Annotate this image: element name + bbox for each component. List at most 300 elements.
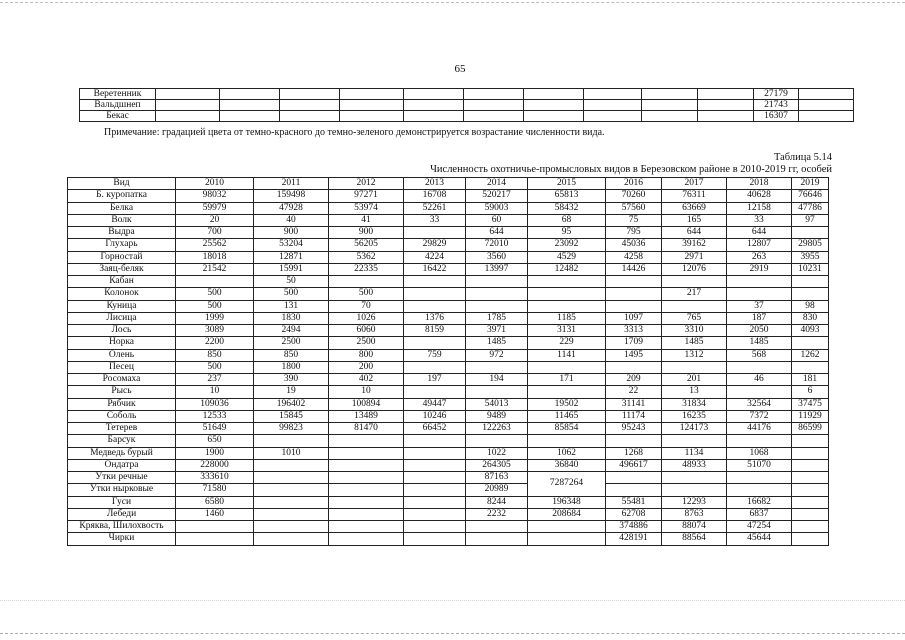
value-cell: 21542 [176, 263, 254, 275]
value-cell: 6837 [727, 508, 792, 520]
value-cell: 402 [329, 374, 404, 386]
value-cell: 2919 [727, 263, 792, 275]
value-cell [528, 521, 606, 533]
value-cell: 109036 [176, 398, 254, 410]
value-cell [329, 459, 404, 471]
value-cell: 36840 [528, 459, 606, 471]
value-cell [727, 435, 792, 447]
value-cell [254, 521, 329, 533]
value-cell: 8763 [662, 508, 727, 520]
value-cell: 3131 [528, 325, 606, 337]
value-cell [792, 276, 829, 288]
table-cell [642, 89, 698, 100]
value-cell: 700 [176, 227, 254, 239]
value-cell: 1068 [727, 447, 792, 459]
value-cell: 1268 [606, 447, 662, 459]
table-row [68, 533, 829, 545]
table-cell [404, 100, 464, 111]
value-cell [528, 435, 606, 447]
species-name-cell: Кряква, Шилохвость [68, 521, 176, 533]
value-cell [404, 337, 466, 349]
value-cell [606, 288, 662, 300]
value-cell: 1495 [606, 349, 662, 361]
value-cell [254, 459, 329, 471]
value-cell: 194 [466, 374, 528, 386]
value-cell [727, 484, 792, 496]
value-cell: 23092 [528, 239, 606, 251]
table-cell [799, 100, 854, 111]
table-cell [584, 89, 642, 100]
table-row [68, 239, 829, 251]
value-cell [606, 300, 662, 312]
value-cell: 3955 [792, 251, 829, 263]
value-cell: 63669 [662, 202, 727, 214]
value-cell: 88074 [662, 521, 727, 533]
value-cell [606, 472, 662, 484]
value-cell: 3089 [176, 325, 254, 337]
value-cell: 45036 [606, 239, 662, 251]
species-name-cell: Барсук [68, 435, 176, 447]
value-cell: 1097 [606, 312, 662, 324]
value-cell: 53974 [329, 202, 404, 214]
value-cell: 47254 [727, 521, 792, 533]
value-cell: 51649 [176, 423, 254, 435]
value-cell: 568 [727, 349, 792, 361]
value-cell: 22 [606, 386, 662, 398]
header-year: 2011 [254, 178, 329, 190]
table-cell [799, 111, 854, 122]
header-year: 2013 [404, 178, 466, 190]
table-row [68, 300, 829, 312]
value-cell: 47786 [792, 202, 829, 214]
value-cell: 181 [792, 374, 829, 386]
value-cell: 55481 [606, 496, 662, 508]
table-row [80, 111, 854, 122]
value-cell: 16708 [404, 190, 466, 202]
value-cell [404, 484, 466, 496]
species-name-cell: Горностай [68, 251, 176, 263]
value-cell: 4093 [792, 325, 829, 337]
species-name-cell: Белка [68, 202, 176, 214]
header-year: 2018 [727, 178, 792, 190]
species-name-cell: Норка [68, 337, 176, 349]
value-cell: 20 [176, 214, 254, 226]
value-cell: 62708 [606, 508, 662, 520]
value-cell: 1134 [662, 447, 727, 459]
value-cell: 31834 [662, 398, 727, 410]
header-year: 2017 [662, 178, 727, 190]
value-cell: 374886 [606, 521, 662, 533]
value-cell: 98032 [176, 190, 254, 202]
value-cell: 2050 [727, 325, 792, 337]
value-cell: 650 [176, 435, 254, 447]
value-cell: 1485 [466, 337, 528, 349]
value-cell: 3560 [466, 251, 528, 263]
value-cell: 14426 [606, 263, 662, 275]
table-row [68, 276, 829, 288]
value-cell [466, 435, 528, 447]
value-cell [792, 288, 829, 300]
value-cell: 97271 [329, 190, 404, 202]
table-row [68, 447, 829, 459]
species-name-cell: Кабан [68, 276, 176, 288]
value-cell [792, 521, 829, 533]
value-cell: 40628 [727, 190, 792, 202]
value-cell: 48933 [662, 459, 727, 471]
value-cell [727, 361, 792, 373]
table-cell [464, 111, 524, 122]
value-cell: 644 [662, 227, 727, 239]
value-cell [792, 533, 829, 545]
value-cell: 88564 [662, 533, 727, 545]
value-cell: 8244 [466, 496, 528, 508]
table-cell [156, 100, 220, 111]
value-cell [662, 276, 727, 288]
value-cell [176, 276, 254, 288]
value-cell: 57560 [606, 202, 662, 214]
value-cell: 12293 [662, 496, 727, 508]
value-cell: 29805 [792, 239, 829, 251]
table-row [68, 374, 829, 386]
value-cell: 2500 [254, 337, 329, 349]
value-cell: 10246 [404, 410, 466, 422]
value-cell: 208684 [528, 508, 606, 520]
table-label: Таблица 5.14 [773, 152, 832, 163]
value-cell: 97 [792, 214, 829, 226]
species-name-cell: Глухарь [68, 239, 176, 251]
header-year: 2019 [792, 178, 829, 190]
value-cell [254, 435, 329, 447]
value-cell: 12482 [528, 263, 606, 275]
value-cell: 29829 [404, 239, 466, 251]
value-cell: 85854 [528, 423, 606, 435]
value-cell: 197 [404, 374, 466, 386]
value-cell: 1376 [404, 312, 466, 324]
value-cell [727, 472, 792, 484]
value-cell: 4258 [606, 251, 662, 263]
table-cell [280, 100, 340, 111]
species-name-cell: Тетерев [68, 423, 176, 435]
scan-edge-top [0, 2, 905, 6]
species-name-cell: Росомаха [68, 374, 176, 386]
table-title: Численность охотничье-промысловых видов в Березовском районе в 2010-2019 гг, особей [430, 164, 832, 175]
value-cell [404, 447, 466, 459]
value-cell [662, 300, 727, 312]
value-cell [404, 472, 466, 484]
table-row [68, 398, 829, 410]
species-name-cell: Лебеди [68, 508, 176, 520]
table-cell [404, 89, 464, 100]
value-cell [329, 447, 404, 459]
value-cell: 47928 [254, 202, 329, 214]
table-row [80, 89, 854, 100]
value-cell: 11929 [792, 410, 829, 422]
value-cell: 200 [329, 361, 404, 373]
table-cell [220, 100, 280, 111]
value-cell: 21743 [754, 100, 799, 111]
value-cell [662, 472, 727, 484]
value-cell [329, 484, 404, 496]
table-row [68, 288, 829, 300]
value-cell: 390 [254, 374, 329, 386]
value-cell: 40 [254, 214, 329, 226]
value-cell: 122263 [466, 423, 528, 435]
value-cell: 217 [662, 288, 727, 300]
table-row [68, 508, 829, 520]
value-cell [404, 227, 466, 239]
value-cell: 100894 [329, 398, 404, 410]
value-cell [466, 386, 528, 398]
species-name-cell: Куница [68, 300, 176, 312]
value-cell: 65813 [528, 190, 606, 202]
value-cell: 3971 [466, 325, 528, 337]
value-cell: 41 [329, 214, 404, 226]
population-table [67, 177, 829, 546]
value-cell [329, 533, 404, 545]
header-year: 2015 [528, 178, 606, 190]
table-cell [464, 100, 524, 111]
header-year: 2012 [329, 178, 404, 190]
value-cell: 972 [466, 349, 528, 361]
value-cell: 13997 [466, 263, 528, 275]
species-name-cell: Колонок [68, 288, 176, 300]
table-row [68, 349, 829, 361]
previous-table-tail [79, 88, 854, 122]
species-name-cell: Выдра [68, 227, 176, 239]
table-row [68, 386, 829, 398]
value-cell: 7372 [727, 410, 792, 422]
value-cell [254, 508, 329, 520]
value-cell [254, 484, 329, 496]
value-cell: 1485 [727, 337, 792, 349]
value-cell [662, 484, 727, 496]
value-cell: 1312 [662, 349, 727, 361]
species-name-cell: Соболь [68, 410, 176, 422]
value-cell: 1022 [466, 447, 528, 459]
value-cell [792, 508, 829, 520]
table-cell [698, 100, 754, 111]
table-cell [524, 100, 584, 111]
value-cell [792, 496, 829, 508]
value-cell [404, 533, 466, 545]
table-row [68, 190, 829, 202]
value-cell: 54013 [466, 398, 528, 410]
species-name-cell: Веретенник [80, 89, 156, 100]
value-cell: 11174 [606, 410, 662, 422]
value-cell [404, 300, 466, 312]
value-cell: 13489 [329, 410, 404, 422]
value-cell: 3313 [606, 325, 662, 337]
value-cell: 95243 [606, 423, 662, 435]
value-cell: 520217 [466, 190, 528, 202]
value-cell: 2200 [176, 337, 254, 349]
value-cell: 22335 [329, 263, 404, 275]
value-cell: 759 [404, 349, 466, 361]
table-cell [524, 111, 584, 122]
value-cell [606, 361, 662, 373]
scan-artifact-line [0, 600, 905, 601]
value-cell: 850 [176, 349, 254, 361]
value-cell [404, 276, 466, 288]
value-cell: 1010 [254, 447, 329, 459]
value-cell [727, 276, 792, 288]
header-year: 2014 [466, 178, 528, 190]
value-cell: 900 [329, 227, 404, 239]
table-cell [156, 89, 220, 100]
value-cell: 496617 [606, 459, 662, 471]
value-cell: 59979 [176, 202, 254, 214]
value-cell: 39162 [662, 239, 727, 251]
value-cell [792, 472, 829, 484]
value-cell: 2500 [329, 337, 404, 349]
value-cell: 6060 [329, 325, 404, 337]
value-cell [792, 435, 829, 447]
value-cell: 76311 [662, 190, 727, 202]
value-cell [254, 472, 329, 484]
value-cell: 1800 [254, 361, 329, 373]
value-cell [727, 288, 792, 300]
value-cell: 50 [254, 276, 329, 288]
value-cell: 1062 [528, 447, 606, 459]
species-name-cell: Ондатра [68, 459, 176, 471]
value-cell: 196402 [254, 398, 329, 410]
value-cell: 87163 [466, 472, 528, 484]
table-cell [280, 111, 340, 122]
value-cell: 70 [329, 300, 404, 312]
value-cell: 644 [466, 227, 528, 239]
value-cell [404, 386, 466, 398]
value-cell: 52261 [404, 202, 466, 214]
value-cell: 32564 [727, 398, 792, 410]
value-cell [466, 361, 528, 373]
value-cell: 33 [727, 214, 792, 226]
value-cell: 201 [662, 374, 727, 386]
value-cell: 51070 [727, 459, 792, 471]
value-cell [404, 459, 466, 471]
species-name-cell: Чирки [68, 533, 176, 545]
value-cell: 98 [792, 300, 829, 312]
species-name-cell: Олень [68, 349, 176, 361]
table-cell [340, 100, 404, 111]
species-name-cell: Утки нырковые [68, 484, 176, 496]
table-row [68, 435, 829, 447]
value-cell: 500 [176, 300, 254, 312]
value-cell: 1026 [329, 312, 404, 324]
value-cell: 72010 [466, 239, 528, 251]
value-cell: 263 [727, 251, 792, 263]
value-cell [404, 288, 466, 300]
value-cell: 70260 [606, 190, 662, 202]
value-cell: 3310 [662, 325, 727, 337]
value-cell [329, 276, 404, 288]
table-cell [698, 111, 754, 122]
value-cell [792, 361, 829, 373]
value-cell: 6 [792, 386, 829, 398]
table-row [68, 202, 829, 214]
value-cell: 95 [528, 227, 606, 239]
value-cell [792, 484, 829, 496]
value-cell: 4529 [528, 251, 606, 263]
value-cell [329, 521, 404, 533]
value-cell [792, 447, 829, 459]
value-cell: 37 [727, 300, 792, 312]
table-cell [799, 89, 854, 100]
value-cell: 644 [727, 227, 792, 239]
value-cell: 11465 [528, 410, 606, 422]
value-cell: 37475 [792, 398, 829, 410]
value-cell [528, 386, 606, 398]
value-cell: 16307 [754, 111, 799, 122]
value-cell: 500 [176, 288, 254, 300]
value-cell: 75 [606, 214, 662, 226]
value-cell [254, 533, 329, 545]
value-cell: 19 [254, 386, 329, 398]
page-number: 65 [454, 63, 466, 75]
value-cell: 1485 [662, 337, 727, 349]
value-cell [329, 472, 404, 484]
species-name-cell: Бекас [80, 111, 156, 122]
value-cell: 900 [254, 227, 329, 239]
value-cell: 237 [176, 374, 254, 386]
value-cell: 99823 [254, 423, 329, 435]
value-cell: 229 [528, 337, 606, 349]
species-name-cell: Медведь бурый [68, 447, 176, 459]
value-cell: 165 [662, 214, 727, 226]
value-cell [606, 276, 662, 288]
value-cell: 1709 [606, 337, 662, 349]
value-cell: 16422 [404, 263, 466, 275]
value-cell: 800 [329, 349, 404, 361]
value-cell: 2971 [662, 251, 727, 263]
species-name-cell: Лисица [68, 312, 176, 324]
value-cell: 60 [466, 214, 528, 226]
table-cell [404, 111, 464, 122]
table-row [68, 227, 829, 239]
value-cell: 20989 [466, 484, 528, 496]
value-cell [466, 276, 528, 288]
value-cell: 12807 [727, 239, 792, 251]
value-cell: 124173 [662, 423, 727, 435]
value-cell [254, 496, 329, 508]
value-cell [792, 337, 829, 349]
value-cell: 5362 [329, 251, 404, 263]
value-cell [176, 533, 254, 545]
value-cell: 56205 [329, 239, 404, 251]
table-row [68, 214, 829, 226]
value-cell: 53204 [254, 239, 329, 251]
value-cell: 19502 [528, 398, 606, 410]
value-cell [404, 361, 466, 373]
table-row [68, 484, 829, 496]
value-cell: 2494 [254, 325, 329, 337]
table-row [80, 100, 854, 111]
table-cell [524, 89, 584, 100]
species-name-cell: Б. куропатка [68, 190, 176, 202]
value-cell [466, 521, 528, 533]
value-cell: 12871 [254, 251, 329, 263]
value-cell: 58432 [528, 202, 606, 214]
table-cell [464, 89, 524, 100]
value-cell: 159498 [254, 190, 329, 202]
value-cell: 68 [528, 214, 606, 226]
table-cell [642, 111, 698, 122]
table-row [68, 251, 829, 263]
table-cell [280, 89, 340, 100]
value-cell: 10231 [792, 263, 829, 275]
value-cell: 131 [254, 300, 329, 312]
value-cell: 4224 [404, 251, 466, 263]
value-cell [528, 361, 606, 373]
